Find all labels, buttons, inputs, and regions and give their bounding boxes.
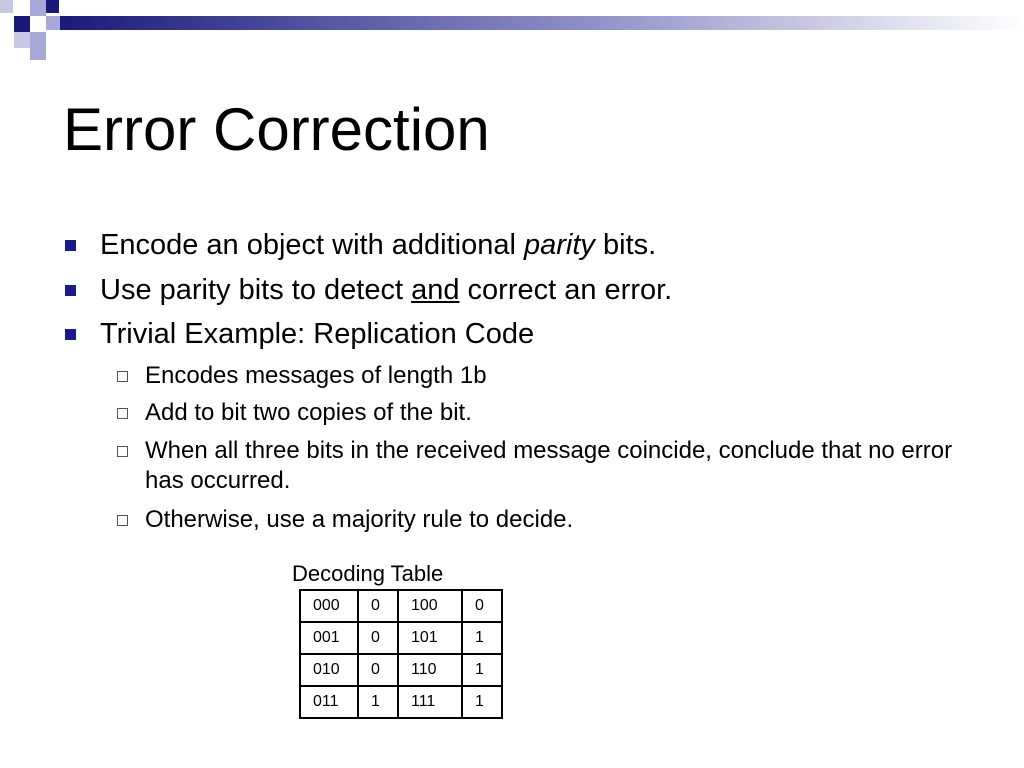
table-cell: 100	[398, 590, 462, 622]
table-cell: 110	[398, 654, 462, 686]
table-cell: 1	[358, 686, 398, 718]
table-row	[300, 590, 502, 622]
table-cell: 101	[398, 622, 462, 654]
header-decoration	[0, 0, 1024, 70]
table-cell: 001	[300, 622, 358, 654]
table-cell: 0	[358, 654, 398, 686]
sub-bullet-item	[145, 398, 965, 428]
table-cell: 1	[462, 622, 502, 654]
slide-title: Error Correction	[63, 96, 490, 163]
table-cell: 1	[462, 686, 502, 718]
table-row	[300, 622, 502, 654]
bullet-text: Encode an object with additional	[100, 229, 525, 261]
table-cell: 0	[358, 622, 398, 654]
sub-bullet-text: Otherwise, use a majority rule to decide.	[145, 506, 574, 533]
hollow-square-bullet-icon	[117, 408, 128, 419]
sub-bullet-item	[145, 361, 965, 391]
square-bullet-icon	[65, 240, 76, 251]
bullet-text: Trivial Example: Replication Code	[100, 318, 535, 350]
bullet-text: bits.	[594, 229, 657, 261]
table-cell: 011	[300, 686, 358, 718]
sub-bullet-text: Encodes messages of length 1b	[145, 362, 487, 389]
square-bullet-icon	[65, 285, 76, 296]
square-bullet-icon	[65, 329, 76, 340]
hollow-square-bullet-icon	[117, 371, 128, 382]
bullet-text: correct an error.	[459, 274, 673, 306]
table-row	[300, 686, 502, 718]
table-caption: Decoding Table	[292, 561, 444, 586]
hollow-square-bullet-icon	[117, 446, 128, 457]
sub-bullet-text: Add to bit two copies of the bit.	[145, 399, 472, 426]
table-cell: 000	[300, 590, 358, 622]
hollow-square-bullet-icon	[117, 515, 128, 526]
sub-bullet-text: When all three bits in the received message coincide, conclude that no error has occurred.	[145, 437, 953, 494]
sub-bullet-item	[145, 505, 965, 535]
sub-bullet-item	[145, 436, 965, 496]
bullet-text: Use parity bits to detect	[100, 274, 412, 306]
bullet-emphasis: parity	[524, 229, 595, 261]
decoding-table	[299, 589, 503, 719]
table-cell: 0	[358, 590, 398, 622]
bullet-item	[100, 228, 656, 262]
table-cell: 010	[300, 654, 358, 686]
bullet-item	[100, 317, 534, 351]
table-cell: 111	[398, 686, 462, 718]
table-row	[300, 654, 502, 686]
table-cell: 0	[462, 590, 502, 622]
bullet-underline: and	[411, 274, 460, 306]
bullet-item	[100, 273, 672, 307]
table-cell: 1	[462, 654, 502, 686]
